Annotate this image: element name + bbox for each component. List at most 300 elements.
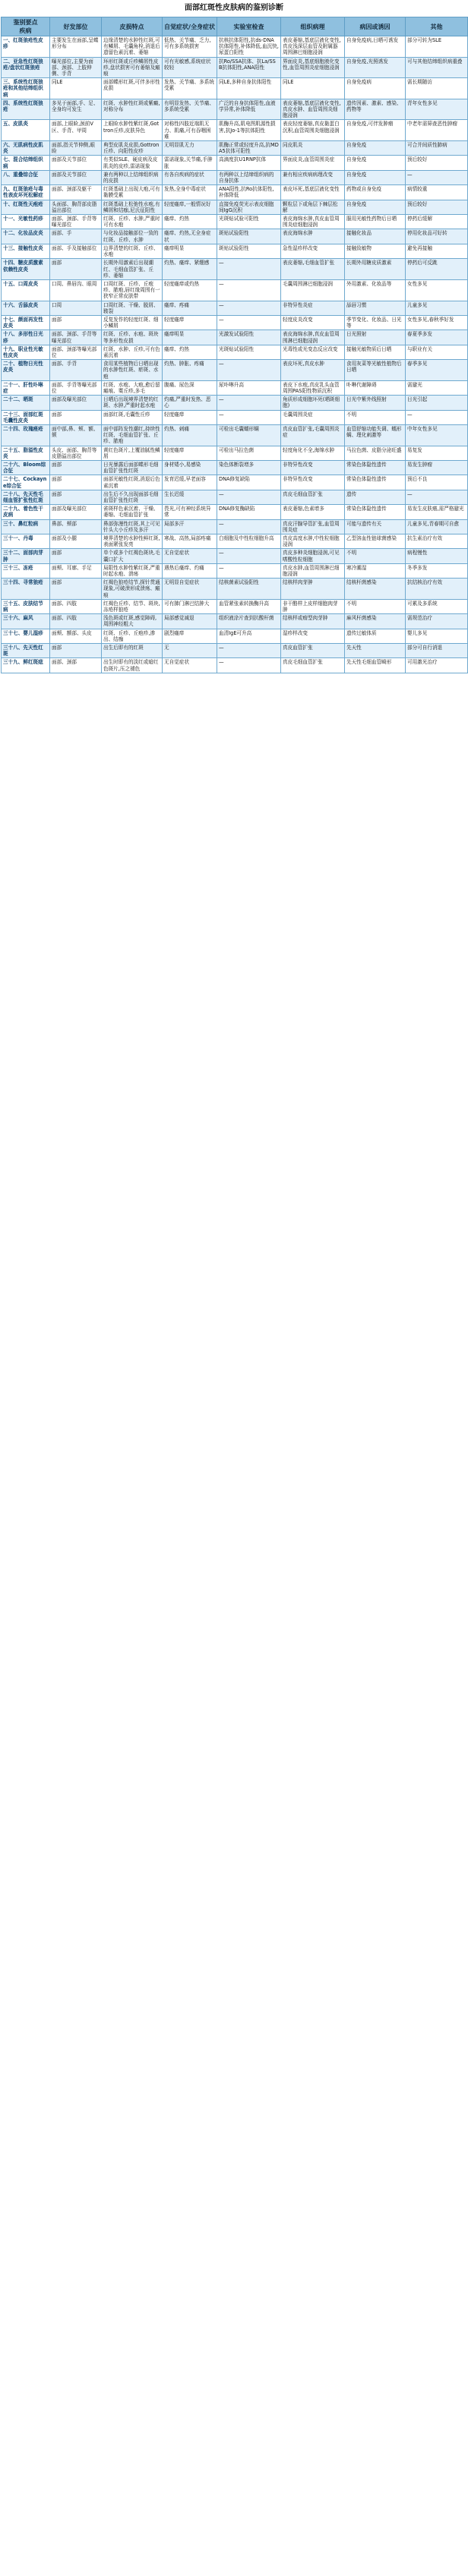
table-cell: 主要发生在面部,呈蝶形分布	[50, 36, 102, 58]
table-cell: 面中部,鼻、颊、额、颏	[50, 424, 102, 446]
table-cell: 预后较好	[406, 156, 468, 170]
table-cell: 女性多见	[406, 279, 468, 301]
table-cell: 真皮血管扩张	[281, 644, 345, 658]
table-cell: 轻度瘙痒或灼热	[163, 279, 217, 301]
disease-name-cell: 二十六、Bloom综合征	[2, 460, 50, 475]
table-cell: 光斑贴试验阳性	[217, 345, 281, 359]
disease-name-cell: 二十九、着色性干皮病	[2, 505, 50, 519]
table-cell: 停药后可反跳	[406, 259, 468, 280]
table-cell: 面部、手背	[50, 360, 102, 381]
table-cell: 长期外用激素后出现潮红、毛细血管扩张、丘疹、萎缩	[102, 259, 163, 280]
table-cell: 同LE	[281, 78, 345, 99]
table-cell: 不明	[345, 549, 406, 563]
table-row	[2, 141, 468, 156]
table-cell: —	[217, 563, 281, 578]
table-cell: 表皮海绵水肿,真皮血管周围淋巴细胞浸润	[281, 330, 345, 345]
table-cell: 斑贴试验阳性	[217, 244, 281, 258]
table-cell: 预后不良	[406, 475, 468, 490]
table-header-row	[2, 17, 468, 36]
table-cell: 真皮多种炎细胞浸润,可见嗜酸性粒细胞	[281, 549, 345, 563]
table-cell: 尿卟啉升高	[217, 380, 281, 395]
table-cell: 红斑基础上出现大疱,可有黏膜受累	[102, 185, 163, 200]
table-cell: 常染色体隐性遗传	[345, 505, 406, 519]
table-row	[2, 120, 468, 141]
table-cell: 面部及关节部位	[50, 156, 102, 170]
table-cell: 剧烈瘙痒	[163, 629, 217, 643]
table-cell: 灼痛,严重时发热、恶心	[163, 396, 217, 410]
table-cell: 面部	[50, 460, 102, 475]
disease-name-cell: 十一、光敏性药疹	[2, 215, 50, 229]
disease-name-cell: 二十四、玫瑰痤疮	[2, 424, 50, 446]
table-cell: 口周	[50, 301, 102, 315]
table-row	[2, 490, 468, 504]
table-cell: 红褐色狼疮结节,探针贯通现象,可破溃形成溃疡、瘢痕	[102, 579, 163, 600]
table-cell: 不明	[345, 410, 406, 424]
table-cell: 接触化妆品	[345, 229, 406, 244]
table-cell: 边界清楚的红斑、丘疹、水疱	[102, 244, 163, 258]
disease-name-cell: 十四、糖皮质激素依赖性皮炎	[2, 259, 50, 280]
table-cell: 面部、颈部等曝光部位	[50, 345, 102, 359]
table-cell: 瘙痒、灼热,无全身症状	[163, 229, 217, 244]
table-row	[2, 505, 468, 519]
table-cell: 避免再接触	[406, 244, 468, 258]
table-cell: 界面皮炎,血管周围炎症	[281, 156, 345, 170]
table-cell: 面部蝶形红斑,可伴多形性皮损	[102, 78, 163, 99]
table-cell: 光斑贴试验可阳性	[217, 215, 281, 229]
table-cell: 表皮轻度萎缩,真皮黏蛋白沉积,血管周围炎细胞浸润	[281, 120, 345, 141]
table-cell: 有明显发热、关节痛、多系统受累	[163, 99, 217, 120]
table-cell: 头面部、胸背部皮脂溢出部位	[50, 200, 102, 214]
disease-name-cell: 三、系统性红斑狼疮和其他结缔组织病	[2, 78, 50, 99]
disease-name-cell: 八、重叠综合征	[2, 170, 50, 184]
table-cell: 出生后不久出现面部毛细血管扩张性红斑	[102, 490, 163, 504]
table-cell: 先天性	[345, 644, 406, 658]
table-cell: —	[217, 279, 281, 301]
table-cell: 单个或多个红褐色斑块,毛囊口扩大	[102, 549, 163, 563]
table-cell: 乙型溶血性链球菌感染	[345, 534, 406, 549]
disease-name-cell: 十三、接触性皮炎	[2, 244, 50, 258]
table-cell: 光激发试验阳性	[217, 330, 281, 345]
table-cell: 血清IgE可升高	[217, 629, 281, 643]
table-cell: 轻度瘙痒	[163, 315, 217, 329]
table-cell: 生长迟缓	[163, 490, 217, 504]
disease-name-cell: 十二、化妆品皮炎	[2, 229, 50, 244]
disease-name-cell: 二十一、肝性卟啉症	[2, 380, 50, 395]
table-cell: 药物或自身免疫	[345, 185, 406, 200]
table-row	[2, 99, 468, 120]
differential-diagnosis-table	[1, 17, 468, 673]
table-cell: 灼热、刺痛	[163, 424, 217, 446]
table-cell: 表皮萎缩,色素增多	[281, 505, 345, 519]
table-cell: 面部	[50, 579, 102, 600]
table-row	[2, 36, 468, 58]
table-row	[2, 57, 468, 78]
table-row	[2, 534, 468, 549]
table-cell: 面颊、额部、头皮	[50, 629, 102, 643]
disease-name-cell: 二十二、晒斑	[2, 396, 50, 410]
table-cell: 瘙痒明显	[163, 330, 217, 345]
disease-name-cell: 九、红斑狼疮与毒性表皮坏死松解症	[2, 185, 50, 200]
table-cell: 面部	[50, 549, 102, 563]
table-cell: 食用灰菜等光敏性植物后日晒	[345, 360, 406, 381]
document-title: 面部红斑性皮肤病的鉴别诊断	[185, 4, 283, 12]
table-cell: 面部、颈部	[50, 658, 102, 673]
table-cell: 浅色斑或红斑,感觉障碍,周围神经粗大	[102, 614, 163, 629]
table-cell: 轻度瘙痒,一般情况好	[163, 200, 217, 214]
table-cell: 抗生素治疗有效	[406, 534, 468, 549]
table-cell: 光毒性或光变态反应改变	[281, 345, 345, 359]
table-cell: 自身免疫	[345, 170, 406, 184]
table-cell: 发热,全身中毒症状	[163, 185, 217, 200]
table-cell: DNA修复酶缺陷	[217, 505, 281, 519]
table-row	[2, 170, 468, 184]
table-cell: 轻度瘙痒	[163, 410, 217, 424]
table-cell: 广泛的自身抗体阳性,血液学异常,补体降低	[217, 99, 281, 120]
table-row	[2, 410, 468, 424]
table-cell: 抗结核治疗有效	[406, 579, 468, 600]
table-cell: 不明	[345, 599, 406, 613]
table-row	[2, 360, 468, 381]
table-cell: 先天性毛细血管畸形	[345, 658, 406, 673]
disease-name-cell: 十七、颜面再发性皮炎	[2, 315, 50, 329]
table-cell: 低热、关节痛、乏力,可有多系统损害	[163, 36, 217, 58]
table-cell: —	[217, 315, 281, 329]
table-cell: 染色体断裂增多	[217, 460, 281, 475]
table-cell: 寒战、高热,局部疼痛	[163, 534, 217, 549]
table-cell: 红斑、水肿、丘疹,可有色素沉着	[102, 345, 163, 359]
disease-name-cell: 三十九、鲜红斑痣	[2, 658, 50, 673]
table-cell: 湿疹样改变	[281, 629, 345, 643]
table-cell: 自身免疫,可伴发肿瘤	[345, 120, 406, 141]
table-cell: 自身免疫病,日晒可诱发	[345, 36, 406, 58]
table-cell: 口周、鼻唇沟、眼周	[50, 279, 102, 301]
table-row	[2, 629, 468, 643]
table-cell: 面部	[50, 490, 102, 504]
table-cell: 接触致敏物	[345, 244, 406, 258]
table-cell: 婴儿多见	[406, 629, 468, 643]
disease-name-cell: 三十、鼻红粒病	[2, 519, 50, 534]
disease-name-cell: 二十三、面部红斑毛囊性皮炎	[2, 410, 50, 424]
disease-name-cell: 四、系统性红斑狼疮	[2, 99, 50, 120]
table-cell: 局限性水肿性紫红斑,严重时起水疱、溃疡	[102, 563, 163, 578]
table-cell: 肌酶升高,肌电图肌源性损害,抗Jo-1等抗体阳性	[217, 120, 281, 141]
table-cell: 面部	[50, 315, 102, 329]
column-header: 实验室检查	[217, 17, 281, 36]
table-row	[2, 563, 468, 578]
table-cell: 环形红斑或丘疹鳞屑性皮疹,盘状损害可有萎缩及瘢痕	[102, 57, 163, 78]
column-header: 病因或诱因	[345, 17, 406, 36]
table-cell: 可有光敏感,系统症状较轻	[163, 57, 217, 78]
table-cell: —	[217, 658, 281, 673]
table-cell: 多见于面部,手、足、全身均可发生	[50, 99, 102, 120]
table-cell: —	[217, 644, 281, 658]
table-cell: 遇热后瘙痒、灼痛	[163, 563, 217, 578]
table-row	[2, 475, 468, 490]
table-row	[2, 185, 468, 200]
table-cell: 兼有相应疾病病理改变	[281, 170, 345, 184]
table-cell: —	[217, 301, 281, 315]
table-row	[2, 446, 468, 460]
table-cell: 有各自疾病的症状	[163, 170, 217, 184]
table-cell: 可用激光治疗	[406, 658, 468, 673]
table-cell: 面部及小腿	[50, 534, 102, 549]
table-cell: 红褐色丘疹、结节、斑块,冻疮样狼疮	[102, 599, 163, 613]
table-cell: 面部、手	[50, 229, 102, 244]
table-cell: 有两种以上结缔组织病的自身抗体	[217, 170, 281, 184]
disease-name-cell: 六、无肌病性皮肌炎	[2, 141, 50, 156]
table-cell: 结核杆菌感染	[345, 579, 406, 600]
table-cell: 颗粒层下或角层下棘层松解	[281, 200, 345, 214]
table-cell: 真皮血管扩张,毛囊周围炎症	[281, 424, 345, 446]
table-cell: 遗传因素、激素、感染、药物等	[345, 99, 406, 120]
table-row	[2, 301, 468, 315]
table-cell: 红斑、丘疹、水疱、斑块等多形性皮损	[102, 330, 163, 345]
table-cell: 面部、颈部、手背等曝光部位	[50, 215, 102, 229]
table-cell: 卟啉代谢障碍	[345, 380, 406, 395]
table-cell: 日光中紫外线照射	[345, 396, 406, 410]
table-cell: 自身免疫	[345, 156, 406, 170]
table-cell: 非特异性改变	[281, 475, 345, 490]
table-row	[2, 658, 468, 673]
table-cell: 结核样或瘤型肉芽肿	[281, 614, 345, 629]
column-header: 皮损特点	[102, 17, 163, 36]
table-cell: 黄红色斑片,上覆油腻性鳞屑	[102, 446, 163, 460]
table-cell: 表皮萎缩,毛细血管扩张	[281, 259, 345, 280]
table-cell: 春夏季多发	[406, 330, 468, 345]
table-cell: 表皮坏死,基底层液化变性	[281, 185, 345, 200]
table-cell: 局部感觉减退	[163, 614, 217, 629]
table-cell: 真皮高度水肿,中性粒细胞浸润	[281, 534, 345, 549]
table-cell: 局部多汗	[163, 519, 217, 534]
table-cell: 身材矮小,易感染	[163, 460, 217, 475]
table-cell: —	[406, 490, 468, 504]
table-cell: 血管舒缩功能失调、蠕形螨、理化刺激等	[345, 424, 406, 446]
table-cell: 可有肺门淋巴结肿大	[163, 599, 217, 613]
table-cell: 畏光,可有神经系统异常	[163, 505, 217, 519]
table-cell: DNA修复缺陷	[217, 475, 281, 490]
table-cell: 易发生皮肤癌,需严格避光	[406, 505, 468, 519]
table-cell: 鼻部弥漫性红斑,其上可见针头大小丘疹及多汗	[102, 519, 163, 534]
table-cell: 红斑、水疱、大疱,愈后留瘢痕、粟丘疹,多毛	[102, 380, 163, 395]
table-cell: 有类似SLE、硬皮病及皮肌炎的皮疹,雷诺现象	[102, 156, 163, 170]
disease-name-cell: 七、混合结缔组织病	[2, 156, 50, 170]
disease-name-cell: 二十八、先天性毛细血管扩张性红斑	[2, 490, 50, 504]
disease-name-cell: 三十六、麻风	[2, 614, 50, 629]
table-row	[2, 200, 468, 214]
table-cell: 青年女性多见	[406, 99, 468, 120]
table-cell: 轻度皮炎改变	[281, 315, 345, 329]
table-cell: 灼热、肿胀、疼痛	[163, 360, 217, 381]
table-row	[2, 156, 468, 170]
table-cell: 面部,上眼睑,颈前V区、手背、甲周	[50, 120, 102, 141]
table-cell: 停药后缓解	[406, 215, 468, 229]
table-cell: 抗核抗体阳性,抗ds-DNA抗体阳性,补体降低,血沉快,尿蛋白阳性	[217, 36, 281, 58]
table-cell: 红斑、丘疹、丘疱疹,渗出、结痂	[102, 629, 163, 643]
table-row	[2, 396, 468, 410]
table-cell: 可检出毛囊蠕形螨	[217, 424, 281, 446]
table-cell: 寒冷潮湿	[345, 563, 406, 578]
table-cell: 角质形成细胞坏死(晒斑细胞)	[281, 396, 345, 410]
table-cell: 面部及曝光部位	[50, 505, 102, 519]
table-cell: 面部、手及接触部位	[50, 244, 102, 258]
table-cell: —	[217, 360, 281, 381]
table-cell: 可检出马拉色菌	[217, 446, 281, 460]
table-cell: 长期外用糖皮质激素	[345, 259, 406, 280]
table-row	[2, 244, 468, 258]
table-cell: 典型皮肌炎皮损,Gottron丘疹、向阳性皮疹	[102, 141, 163, 156]
table-cell: 同LE,多种自身抗体阳性	[217, 78, 281, 99]
table-row	[2, 215, 468, 229]
table-row	[2, 78, 468, 99]
table-cell: 需长期随访	[406, 78, 468, 99]
table-cell: 真皮毛细血管扩张	[281, 658, 345, 673]
table-cell: 预后较好	[406, 200, 468, 214]
table-cell: 瘙痒明显	[163, 244, 217, 258]
table-cell: 口周红斑、干燥、脱屑、皲裂	[102, 301, 163, 315]
table-cell: 日光照射	[345, 330, 406, 345]
table-cell: 常染色体隐性遗传	[345, 460, 406, 475]
table-cell: 瘙痒、疼痛	[163, 301, 217, 315]
table-cell: 自身免疫	[345, 200, 406, 214]
table-cell: 遗传	[345, 490, 406, 504]
table-cell: 日晒后出现境界清楚的红斑、水肿,严重时起水疱	[102, 396, 163, 410]
table-cell: 面中部阵发性潮红,持续性红斑、毛细血管扩张、丘疹、脓疱	[102, 424, 163, 446]
table-cell: 停用化妆品可好转	[406, 229, 468, 244]
table-cell: 病程慢性	[406, 549, 468, 563]
table-cell: 腹痛、尿色深	[163, 380, 217, 395]
table-cell: 直接免疫荧光示表皮细胞间IgG沉积	[217, 200, 281, 214]
table-cell: 需避光	[406, 380, 468, 395]
table-cell: 边缘清楚的水肿性红斑,可有鳞屑、毛囊角栓,消退后遗留色素沉着、萎缩	[102, 36, 163, 58]
table-row	[2, 279, 468, 301]
table-cell: 表皮萎缩,基底层液化变性,真皮水肿、血管周围炎细胞浸润	[281, 99, 345, 120]
table-cell: 可累及多系统	[406, 599, 468, 613]
table-cell: 雷诺现象,关节痛,手肿胀	[163, 156, 217, 170]
table-cell: 轻度瘙痒	[163, 446, 217, 460]
table-cell: 肌酶正常或轻度升高,抗MDA5抗体可阳性	[217, 141, 281, 156]
table-cell: 出生时即有的淡红或暗红色斑片,压之褪色	[102, 658, 163, 673]
table-cell: 兼有两种以上结缔组织病的皮损	[102, 170, 163, 184]
disease-name-cell: 二十、植物日光性皮炎	[2, 360, 50, 381]
table-cell: 表皮海绵水肿,真皮血管周围炎症细胞浸润	[281, 215, 345, 229]
disease-name-cell: 五、皮肌炎	[2, 120, 50, 141]
table-cell: 自身免疫	[345, 141, 406, 156]
table-cell: 无自觉症状	[163, 658, 217, 673]
table-cell: 毛囊周围淋巴细胞浸润	[281, 279, 345, 301]
table-cell: 面部、四肢	[50, 599, 102, 613]
table-cell: 非特异性改变	[281, 460, 345, 475]
disease-name-cell: 二十七、Cockayne综合征	[2, 475, 50, 490]
disease-name-cell: 三十五、皮肤结节病	[2, 599, 50, 613]
column-header: 组织病理	[281, 17, 345, 36]
disease-name-cell: 三十四、寻常狼疮	[2, 579, 50, 600]
table-cell: 瘙痒、灼热	[163, 345, 217, 359]
table-cell: 表皮坏死,真皮水肿	[281, 360, 345, 381]
disease-name-cell: 二十五、脂溢性皮炎	[2, 446, 50, 460]
disease-name-cell: 三十七、婴儿湿疹	[2, 629, 50, 643]
table-cell: 红斑、丘疹、水肿,严重时可有水疱	[102, 215, 163, 229]
table-cell: 易发生肿瘤	[406, 460, 468, 475]
table-cell: 面部、手背等曝光部位	[50, 380, 102, 395]
table-cell: 瘙痒、灼热	[163, 215, 217, 229]
table-cell: 真皮汗腺导管扩张,血管周围炎症	[281, 519, 345, 534]
table-cell: 面部	[50, 644, 102, 658]
table-row	[2, 460, 468, 475]
table-cell: —	[217, 490, 281, 504]
table-cell: 常染色体隐性遗传	[345, 475, 406, 490]
table-cell: 出生后即有的红斑	[102, 644, 163, 658]
table-row	[2, 549, 468, 563]
disease-name-cell: 三十三、冻疮	[2, 563, 50, 578]
table-cell: 春季多见	[406, 360, 468, 381]
table-cell: 面部及曝光部位	[50, 396, 102, 410]
table-cell: 头皮、面部、胸背等皮脂溢出部位	[50, 446, 102, 460]
table-cell: 遗传过敏体质	[345, 629, 406, 643]
table-cell: 外用激素、化妆品等	[345, 279, 406, 301]
table-cell: 日光暴露后面部蝶形毛细血管扩张性红斑	[102, 460, 163, 475]
table-cell: 可与其他结缔组织病重叠	[406, 57, 468, 78]
table-cell: 面颊、耳廓、手足	[50, 563, 102, 578]
disease-name-cell: 十、红斑性天疱疮	[2, 200, 50, 214]
table-cell: 发育迟缓,早老面容	[163, 475, 217, 490]
column-header: 其他	[406, 17, 468, 36]
table-cell: 结核样肉芽肿	[281, 579, 345, 600]
table-cell: 红斑、水肿性红斑或紫癜,对称分布	[102, 99, 163, 120]
table-row	[2, 330, 468, 345]
table-cell: 可能与遗传有关	[345, 519, 406, 534]
table-cell: 面部	[50, 475, 102, 490]
table-row	[2, 599, 468, 613]
table-cell: 血管紧张素转换酶升高	[217, 599, 281, 613]
table-cell: 同皮肌炎	[281, 141, 345, 156]
table-cell: 面部及关节部位	[50, 170, 102, 184]
table-cell: 与职业有关	[406, 345, 468, 359]
table-cell: 食用某些植物后日晒出现的水肿性红斑、瘀斑、水疱	[102, 360, 163, 381]
table-cell: 面部,指关节伸侧,眼睑	[50, 141, 102, 156]
table-cell: 雀斑样色素沉着、干燥、萎缩、毛细血管扩张	[102, 505, 163, 519]
table-cell: 轻度角化不全,海绵水肿	[281, 446, 345, 460]
table-cell: 无明显肌无力	[163, 141, 217, 156]
table-cell: 面部	[50, 259, 102, 280]
table-cell: 境界清楚的水肿性鲜红斑,表面紧张发亮	[102, 534, 163, 549]
table-cell: 表皮下水疱,真皮乳头血管周围PAS阳性物质沉积	[281, 380, 345, 395]
column-header: 好发部位	[50, 17, 102, 36]
table-cell: —	[406, 170, 468, 184]
table-cell: 冬季多发	[406, 563, 468, 578]
table-cell: —	[217, 410, 281, 424]
table-row	[2, 229, 468, 244]
table-row	[2, 424, 468, 446]
table-row	[2, 315, 468, 329]
table-cell: 组织液涂片查到抗酸杆菌	[217, 614, 281, 629]
table-cell: 抗Ro/SSA抗体、抗La/SSB抗体阳性,ANA阳性	[217, 57, 281, 78]
table-row	[2, 644, 468, 658]
table-cell: 发热、关节痛、多系统受累	[163, 78, 217, 99]
table-cell: 表皮萎缩,基底层液化变性,真皮浅深层血管及附属器周围淋巴细胞浸润	[281, 36, 345, 58]
table-cell: 无自觉症状	[163, 549, 217, 563]
disease-name-cell: 十八、多形性日光疹	[2, 330, 50, 345]
table-cell: 可合并间质性肺病	[406, 141, 468, 156]
table-cell: 日光引起	[406, 396, 468, 410]
disease-name-cell: 十六、舌舔皮炎	[2, 301, 50, 315]
table-cell: 对称性四肢近端肌无力、肌痛,可有吞咽困难	[163, 120, 217, 141]
table-cell: 无	[163, 644, 217, 658]
table-cell: 表皮海绵水肿	[281, 229, 345, 244]
disease-name-cell: 十五、口周皮炎	[2, 279, 50, 301]
table-row	[2, 614, 468, 629]
table-cell: 中年女性多见	[406, 424, 468, 446]
table-cell: 与化妆品接触部位一致的红斑、丘疹、水肿	[102, 229, 163, 244]
